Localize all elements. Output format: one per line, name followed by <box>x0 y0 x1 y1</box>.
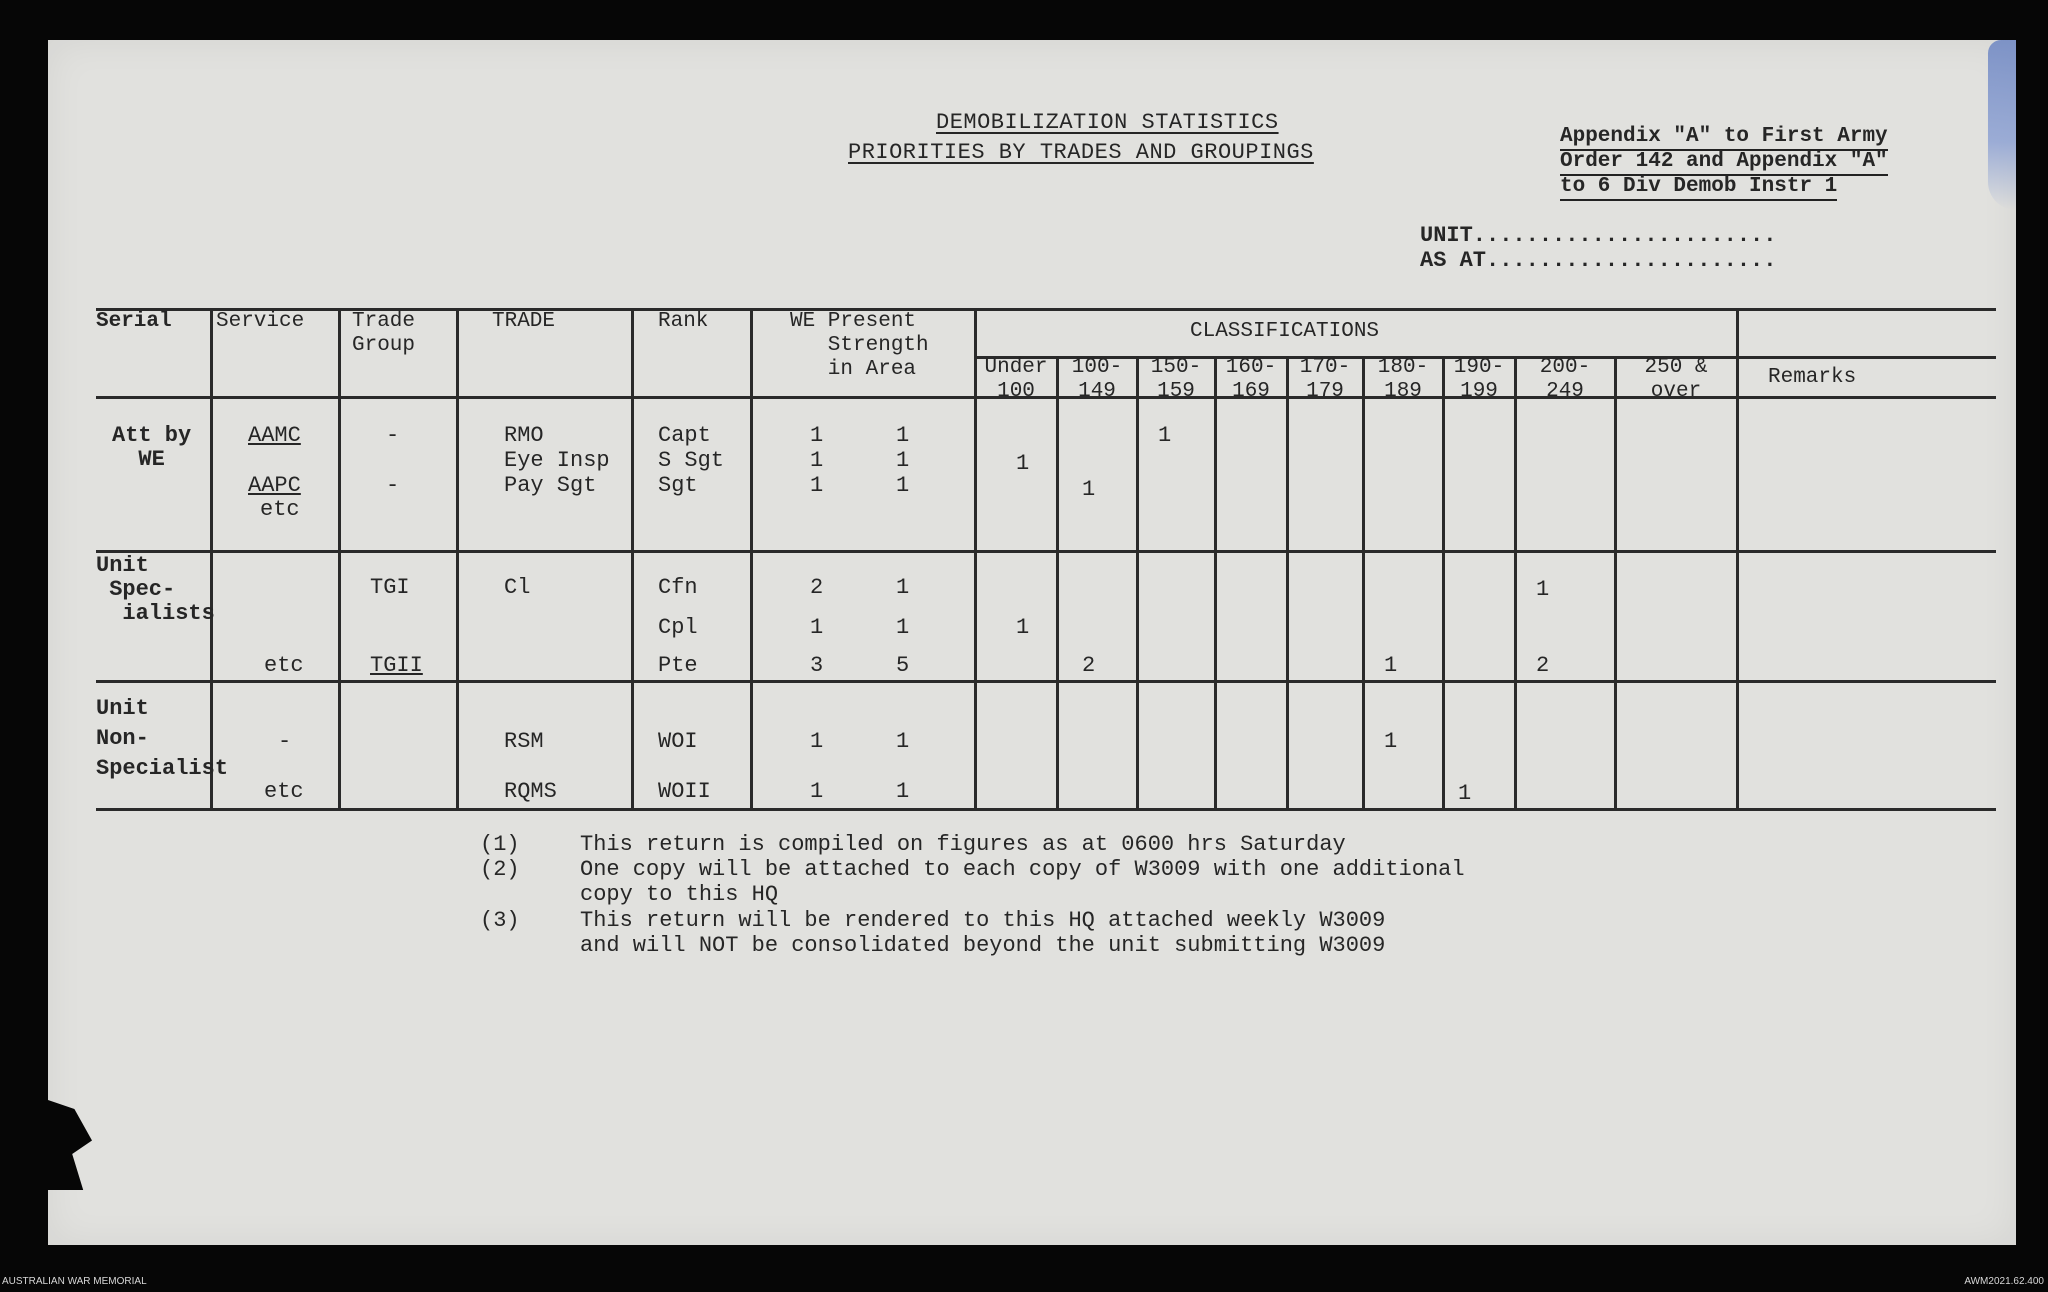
trade-cell: Eye Insp <box>504 448 610 473</box>
header-class-col: 190- 199 <box>1453 356 1505 403</box>
rank-cell: S Sgt <box>658 448 725 473</box>
service-cell: etc <box>260 497 300 522</box>
header-rank: Rank <box>658 310 709 333</box>
rank-cell: Sgt <box>658 473 698 498</box>
col-divider <box>338 308 341 810</box>
class-count-cell: 2 <box>1082 653 1096 678</box>
we-cell: 3 <box>810 653 824 678</box>
archive-credit: AUSTRALIAN WAR MEMORIAL <box>2 1276 147 1287</box>
trade-group-cell: TGI <box>370 575 410 600</box>
col-divider <box>456 308 459 810</box>
we-cell: 1 <box>810 423 824 448</box>
present-cell: 1 <box>896 729 910 754</box>
ink-stain <box>1988 40 2016 210</box>
serial-unit-non-specialist: Unit Non- Specialist <box>96 696 229 781</box>
rank-cell: WOI <box>658 729 698 754</box>
note-text: This return will be rendered to this HQ attached weekly W3009 and will NOT be consolidated beyond the unit submitting W3009 <box>580 908 1386 958</box>
present-cell: 1 <box>896 575 910 600</box>
we-cell: 1 <box>810 729 824 754</box>
header-remarks: Remarks <box>1768 366 1857 389</box>
header-classifications: CLASSIFICATIONS <box>1190 320 1380 343</box>
header-class-col: 150- 159 <box>1150 356 1202 403</box>
service-cell: AAPC <box>248 473 301 498</box>
col-divider <box>1056 356 1059 810</box>
class-count-cell: 1 <box>1458 781 1472 806</box>
appendix-line-1: Appendix "A" to First Army <box>1560 124 1888 151</box>
present-cell: 1 <box>896 423 910 448</box>
appendix-line-3: to 6 Div Demob Instr 1 <box>1560 174 1837 201</box>
service-cell: etc <box>264 653 304 678</box>
rank-cell: Pte <box>658 653 698 678</box>
note-text: This return is compiled on figures as at 0600 hrs Saturday <box>580 832 1346 857</box>
col-divider <box>1362 356 1365 810</box>
col-divider <box>1514 356 1517 810</box>
torn-edge <box>48 1100 92 1190</box>
col-divider <box>1736 308 1739 810</box>
service-cell: etc <box>264 779 304 804</box>
document-page <box>48 40 2016 1245</box>
header-we-present: WE Present Strength in Area <box>790 310 929 381</box>
class-count-cell: 1 <box>1016 451 1030 476</box>
header-class-col: 250 & over <box>1644 356 1708 403</box>
service-cell: AAMC <box>248 423 301 448</box>
we-cell: 1 <box>810 448 824 473</box>
col-divider <box>631 308 634 810</box>
service-cell: - <box>278 729 292 754</box>
header-class-col: 170- 179 <box>1299 356 1351 403</box>
trade-cell: RSM <box>504 729 544 754</box>
class-count-cell: 1 <box>1158 423 1172 448</box>
document-title: DEMOBILIZATION STATISTICS <box>936 110 1279 135</box>
col-divider <box>1136 356 1139 810</box>
as-at-field: AS AT...................... <box>1420 248 1777 273</box>
document-subtitle: PRIORITIES BY TRADES AND GROUPINGS <box>848 140 1314 165</box>
header-class-col: 200- 249 <box>1539 356 1591 403</box>
trade-cell: RMO <box>504 423 544 448</box>
note-text: One copy will be attached to each copy of W3009 with one additional copy to this HQ <box>580 857 1465 907</box>
trade-group-cell: TGII <box>370 653 423 678</box>
rank-cell: WOII <box>658 779 711 804</box>
note-number: (2) <box>480 857 520 882</box>
col-divider <box>1214 356 1217 810</box>
present-cell: 5 <box>896 653 910 678</box>
we-cell: 1 <box>810 615 824 640</box>
header-service: Service <box>216 310 305 333</box>
col-divider <box>750 308 753 810</box>
rank-cell: Cfn <box>658 575 698 600</box>
serial-att-by-we: Att by WE <box>112 423 192 472</box>
trade-cell: Cl <box>504 575 531 600</box>
trade-cell: RQMS <box>504 779 557 804</box>
col-divider <box>1442 356 1445 810</box>
present-cell: 1 <box>896 448 910 473</box>
header-trade-group: Trade Group <box>352 310 416 357</box>
trade-group-cell: - <box>386 423 400 448</box>
header-serial: Serial <box>96 310 172 333</box>
header-class-col: 100- 149 <box>1071 356 1123 403</box>
trade-cell: Pay Sgt <box>504 473 597 498</box>
group-rule-1 <box>96 550 1996 553</box>
accession-number: AWM2021.62.400 <box>1964 1276 2044 1287</box>
rank-cell: Cpl <box>658 615 698 640</box>
class-count-cell: 1 <box>1082 477 1096 502</box>
col-divider <box>1286 356 1289 810</box>
present-cell: 1 <box>896 615 910 640</box>
class-count-cell: 1 <box>1384 729 1398 754</box>
class-count-cell: 2 <box>1536 653 1550 678</box>
we-cell: 2 <box>810 575 824 600</box>
trade-group-cell: - <box>386 473 400 498</box>
col-divider <box>1614 356 1617 810</box>
we-cell: 1 <box>810 779 824 804</box>
serial-unit-specialists: Unit Spec- ialists <box>96 553 215 626</box>
header-class-col: 160- 169 <box>1225 356 1277 403</box>
rank-cell: Capt <box>658 423 711 448</box>
class-count-cell: 1 <box>1384 653 1398 678</box>
present-cell: 1 <box>896 779 910 804</box>
table-bottom-rule <box>96 808 1996 811</box>
note-number: (3) <box>480 908 520 933</box>
unit-field: UNIT....................... <box>1420 223 1777 248</box>
appendix-line-2: Order 142 and Appendix "A" <box>1560 149 1888 176</box>
class-count-cell: 1 <box>1536 577 1550 602</box>
present-cell: 1 <box>896 473 910 498</box>
header-class-col: 180- 189 <box>1377 356 1429 403</box>
class-count-cell: 1 <box>1016 615 1030 640</box>
header-trade: TRADE <box>492 310 556 333</box>
we-cell: 1 <box>810 473 824 498</box>
note-number: (1) <box>480 832 520 857</box>
group-rule-2 <box>96 680 1996 683</box>
header-class-col: Under 100 <box>984 356 1048 403</box>
